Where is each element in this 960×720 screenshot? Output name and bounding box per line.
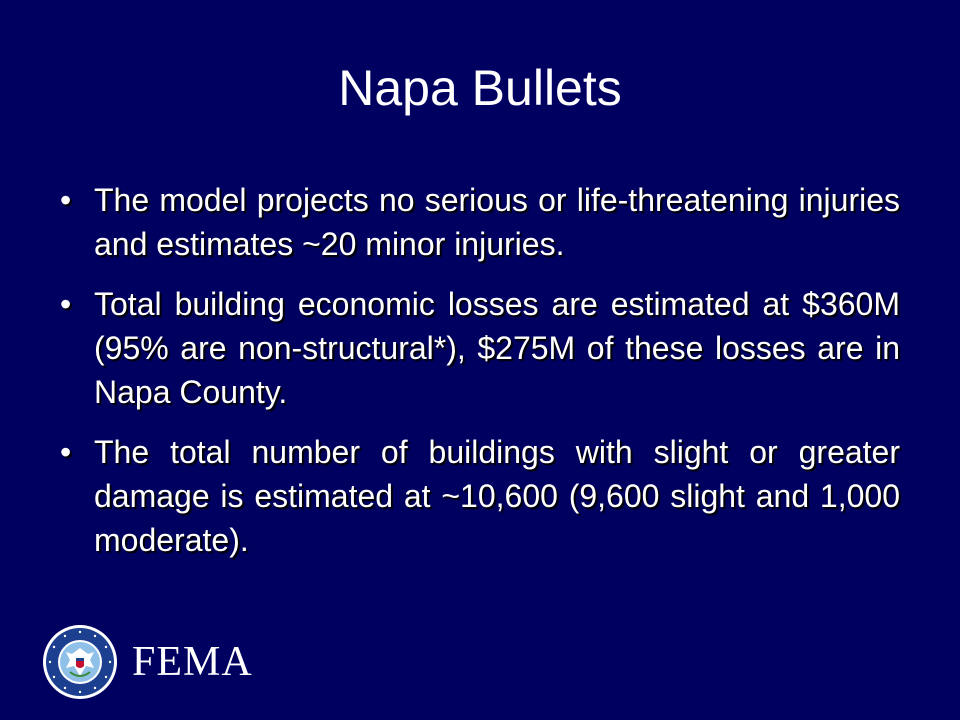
bullet-text: Total building economic losses are estimated at $360M (95% are non-structural*), $275M of these losses are in Napa County. bbox=[94, 286, 900, 410]
bullet-marker: • bbox=[60, 434, 72, 470]
fema-logo bbox=[42, 622, 252, 702]
bullet-item bbox=[60, 430, 900, 562]
bullet-marker: • bbox=[60, 286, 72, 322]
bullet-item bbox=[60, 178, 900, 266]
slide-title: Napa Bullets bbox=[338, 60, 622, 116]
dhs-seal-icon bbox=[42, 624, 118, 700]
bullet-text: The total number of buildings with slight or greater damage is estimated at ~10,600 (9,600 slight and 1,000 moderate). bbox=[94, 434, 900, 558]
bullet-item bbox=[60, 282, 900, 414]
bullet-list bbox=[60, 178, 900, 578]
fema-wordmark: FEMA bbox=[132, 639, 253, 685]
bullet-text: The model projects no serious or life-threatening injuries and estimates ~20 minor injuries. bbox=[94, 182, 900, 262]
bullet-marker: • bbox=[60, 182, 72, 218]
